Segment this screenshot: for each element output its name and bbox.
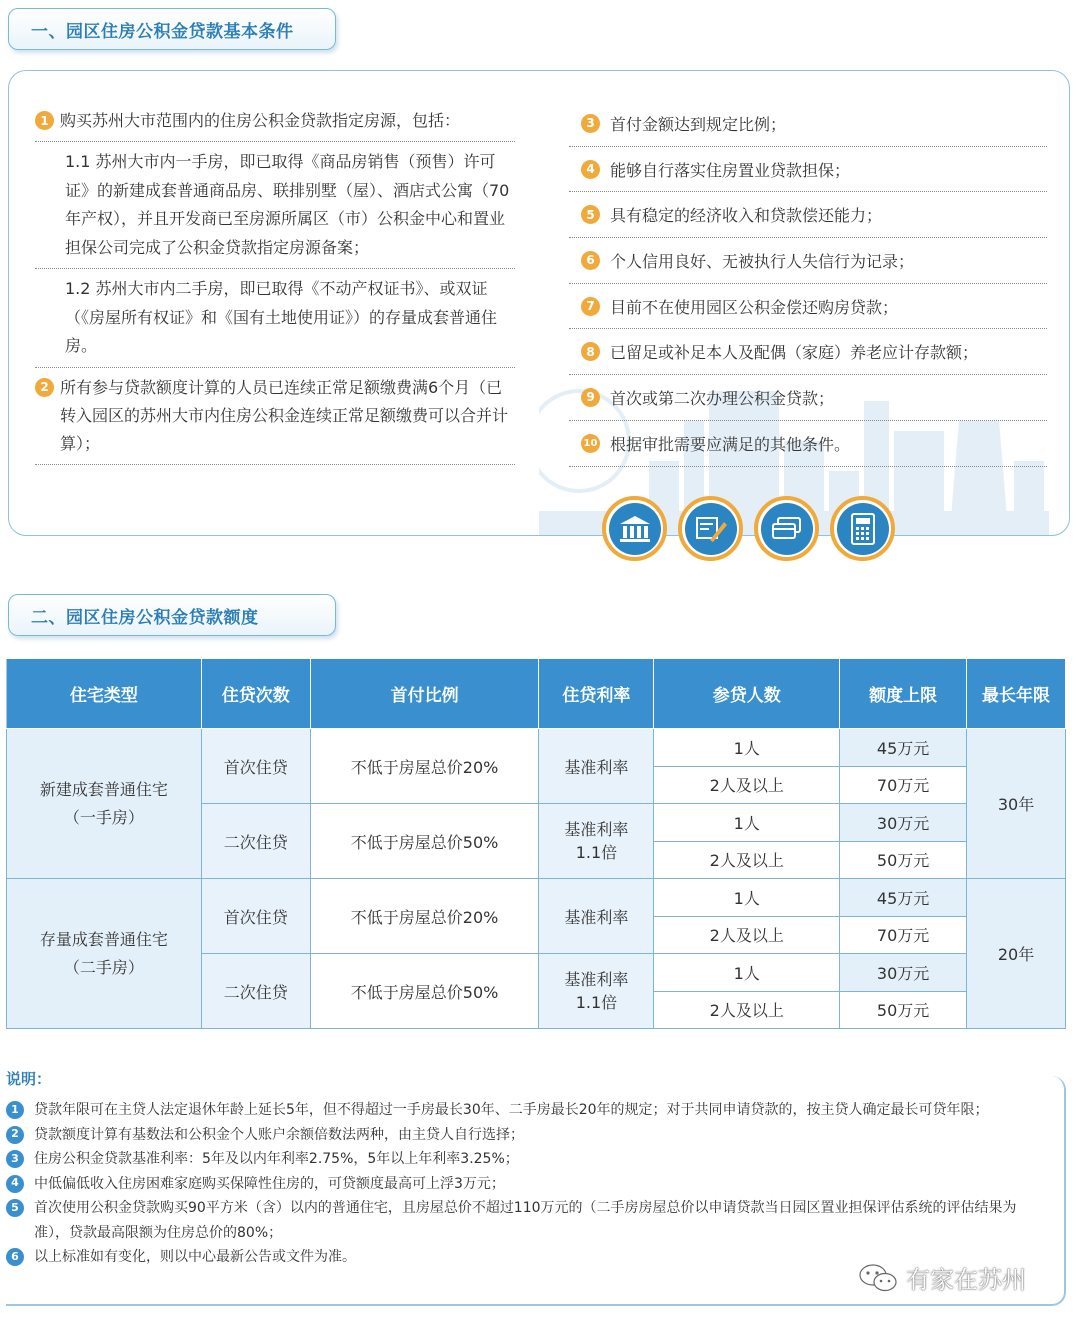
loan-times-cell: 二次住贷 — [201, 804, 310, 879]
loan-times-cell: 二次住贷 — [201, 954, 310, 1029]
limit-cell: 50万元 — [840, 841, 967, 879]
note-number-badge: 1 — [6, 1101, 24, 1119]
number-badge: 1 — [35, 111, 54, 130]
number-badge: 6 — [581, 251, 600, 270]
housing-type-sub: （一手房） — [63, 807, 144, 827]
interest-rate-cell: 基准利率 — [539, 729, 654, 804]
limit-cell: 30万元 — [840, 804, 967, 842]
number-badge: 9 — [581, 388, 600, 407]
table-row — [7, 879, 1066, 917]
note-text: 以上标准如有变化，则以中心最新公告或文件为准。 — [34, 1249, 356, 1265]
note-text: 中低偏低收入住房困难家庭购买保障性住房的，可贷额度最高可上浮3万元； — [34, 1175, 505, 1192]
number-badge: 2 — [35, 378, 54, 397]
limit-cell: 70万元 — [840, 766, 967, 804]
column-header: 额度上限 — [840, 659, 967, 729]
down-payment-cell: 不低于房屋总价20% — [310, 879, 539, 954]
interest-rate-cell — [539, 954, 654, 1029]
note-item — [6, 1147, 1046, 1172]
section1-title: 一、园区住房公积金贷款基本条件 — [8, 8, 336, 50]
wechat-icon — [858, 1262, 898, 1294]
borrowers-cell: 2人及以上 — [654, 766, 840, 804]
section2-title: 二、园区住房公积金贷款额度 — [8, 594, 336, 636]
number-badge: 7 — [581, 297, 600, 316]
borrowers-cell: 2人及以上 — [654, 841, 840, 879]
note-number-badge: 4 — [6, 1175, 24, 1193]
borrowers-cell: 1人 — [654, 879, 840, 917]
condition-text: 首次或第二次办理公积金贷款； — [610, 388, 835, 408]
note-item — [6, 1098, 1046, 1123]
condition-subitem-1-1: 1.1 苏州大市内一手房，即已取得《商品房销售（预售）许可证》的新建成套普通商品房、联排别墅（屋）、酒店式公寓（70年产权），并且开发商已至房源所属区（市）公积金中心和置业担保公司完成了公积金贷款指定房源备案； — [35, 142, 515, 269]
condition-item-8 — [569, 329, 1047, 375]
condition-text: 首付金额达到规定比例； — [610, 114, 787, 134]
column-header: 住贷次数 — [201, 659, 310, 729]
borrowers-cell: 2人及以上 — [654, 916, 840, 954]
housing-type-label: 存量成套普通住宅 — [39, 929, 168, 949]
condition-item-5 — [569, 192, 1047, 238]
rate-line: 基准利率 — [564, 820, 629, 839]
rate-multiplier: 1.1倍 — [575, 993, 618, 1012]
column-header: 参贷人数 — [654, 659, 840, 729]
notes-label: 说明： — [6, 1070, 52, 1088]
down-payment-cell: 不低于房屋总价50% — [310, 804, 539, 879]
number-badge: 3 — [581, 114, 600, 133]
note-item — [6, 1172, 1046, 1197]
max-years-cell: 30年 — [967, 729, 1066, 879]
table-row — [7, 729, 1066, 767]
table-header-row — [7, 659, 1066, 729]
column-header: 住宅类型 — [7, 659, 202, 729]
bank-icon — [602, 496, 667, 561]
loan-times-cell: 首次住贷 — [201, 729, 310, 804]
notes-list — [6, 1098, 1046, 1270]
basic-conditions-panel — [8, 70, 1070, 536]
sign-document-icon — [678, 496, 743, 561]
feature-icons-row — [602, 496, 895, 561]
condition-item-4 — [569, 147, 1047, 193]
number-badge: 4 — [581, 160, 600, 179]
loan-amount-table — [6, 658, 1066, 1029]
note-text: 住房公积金贷款基准利率：5年及以内年利率2.75%，5年以上年利率3.25%； — [34, 1151, 519, 1167]
condition-text: 根据审批需要应满足的其他条件。 — [610, 434, 851, 454]
condition-text: 已留足或补足本人及配偶（家庭）养老应计存款额； — [610, 343, 979, 363]
interest-rate-cell — [539, 804, 654, 879]
condition-item-7 — [569, 284, 1047, 330]
borrowers-cell: 1人 — [654, 804, 840, 842]
condition-text: 购买苏州大市范围内的住房公积金贷款指定房源，包括： — [60, 111, 461, 130]
watermark-text: 有家在苏州 — [906, 1266, 1026, 1294]
wechat-watermark — [858, 1260, 1026, 1295]
rate-line: 基准利率 — [564, 970, 629, 989]
column-header: 首付比例 — [310, 659, 539, 729]
conditions-left-column — [35, 101, 515, 465]
note-number-badge: 5 — [6, 1199, 24, 1217]
loan-times-cell: 首次住贷 — [201, 879, 310, 954]
rate-multiplier: 1.1倍 — [575, 843, 618, 862]
column-header: 住贷利率 — [539, 659, 654, 729]
borrowers-cell: 2人及以上 — [654, 991, 840, 1029]
housing-type-sub: （二手房） — [63, 957, 144, 977]
condition-item-9 — [569, 375, 1047, 421]
limit-cell: 50万元 — [840, 991, 967, 1029]
cards-icon — [754, 496, 819, 561]
note-number-badge: 2 — [6, 1126, 24, 1144]
condition-item-6 — [569, 238, 1047, 284]
number-badge: 8 — [581, 342, 600, 361]
calculator-icon — [830, 496, 895, 561]
condition-text: 所有参与贷款额度计算的人员已连续正常足额缴费满6个月（已转入园区的苏州大市内住房公积金连续正常足额缴费可以合并计算）； — [60, 377, 509, 453]
interest-rate-cell: 基准利率 — [539, 879, 654, 954]
limit-cell: 30万元 — [840, 954, 967, 992]
condition-subitem-1-2: 1.2 苏州大市内二手房，即已取得《不动产权证书》、或双证（《房屋所有权证》和《国有土地使用证》）的存量成套普通住房。 — [35, 269, 515, 368]
note-item — [6, 1196, 1046, 1245]
condition-item-1 — [35, 101, 515, 142]
note-text: 首次使用公积金贷款购买90平方米（含）以内的普通住宅，且房屋总价不超过110万元的（二手房房屋总价以申请贷款当日园区置业担保评估系统的评估结果为准），贷款最高限额为住房总价的80%； — [34, 1200, 1017, 1241]
housing-type-cell — [7, 729, 202, 879]
condition-item-2 — [35, 368, 515, 465]
housing-type-cell — [7, 879, 202, 1029]
limit-cell: 45万元 — [840, 729, 967, 767]
condition-item-3 — [569, 101, 1047, 147]
condition-text: 个人信用良好、无被执行人失信行为记录； — [610, 251, 915, 271]
condition-text: 能够自行落实住房置业贷款担保； — [610, 160, 851, 180]
column-header: 最长年限 — [967, 659, 1066, 729]
down-payment-cell: 不低于房屋总价50% — [310, 954, 539, 1029]
note-text: 贷款额度计算有基数法和公积金个人账户余额倍数法两种，由主贷人自行选择； — [34, 1126, 524, 1143]
number-badge: 5 — [581, 205, 600, 224]
borrowers-cell: 1人 — [654, 954, 840, 992]
borrowers-cell: 1人 — [654, 729, 840, 767]
condition-text: 目前不在使用园区公积金偿还购房贷款； — [610, 297, 899, 317]
condition-text: 具有稳定的经济收入和贷款偿还能力； — [610, 206, 883, 226]
note-number-badge: 3 — [6, 1150, 24, 1168]
note-item — [6, 1123, 1046, 1148]
limit-cell: 45万元 — [840, 879, 967, 917]
max-years-cell: 20年 — [967, 879, 1066, 1029]
note-text: 贷款年限可在主贷人法定退休年龄上延长5年，但不得超过一手房最长30年、二手房最长20年的规定；对于共同申请贷款的，按主贷人确定最长可贷年限； — [34, 1102, 989, 1118]
housing-type-label: 新建成套普通住宅 — [39, 779, 168, 799]
down-payment-cell: 不低于房屋总价20% — [310, 729, 539, 804]
conditions-right-column — [569, 101, 1047, 467]
note-number-badge: 6 — [6, 1248, 24, 1266]
limit-cell: 70万元 — [840, 916, 967, 954]
number-badge: 10 — [581, 434, 600, 453]
condition-item-10 — [569, 421, 1047, 467]
